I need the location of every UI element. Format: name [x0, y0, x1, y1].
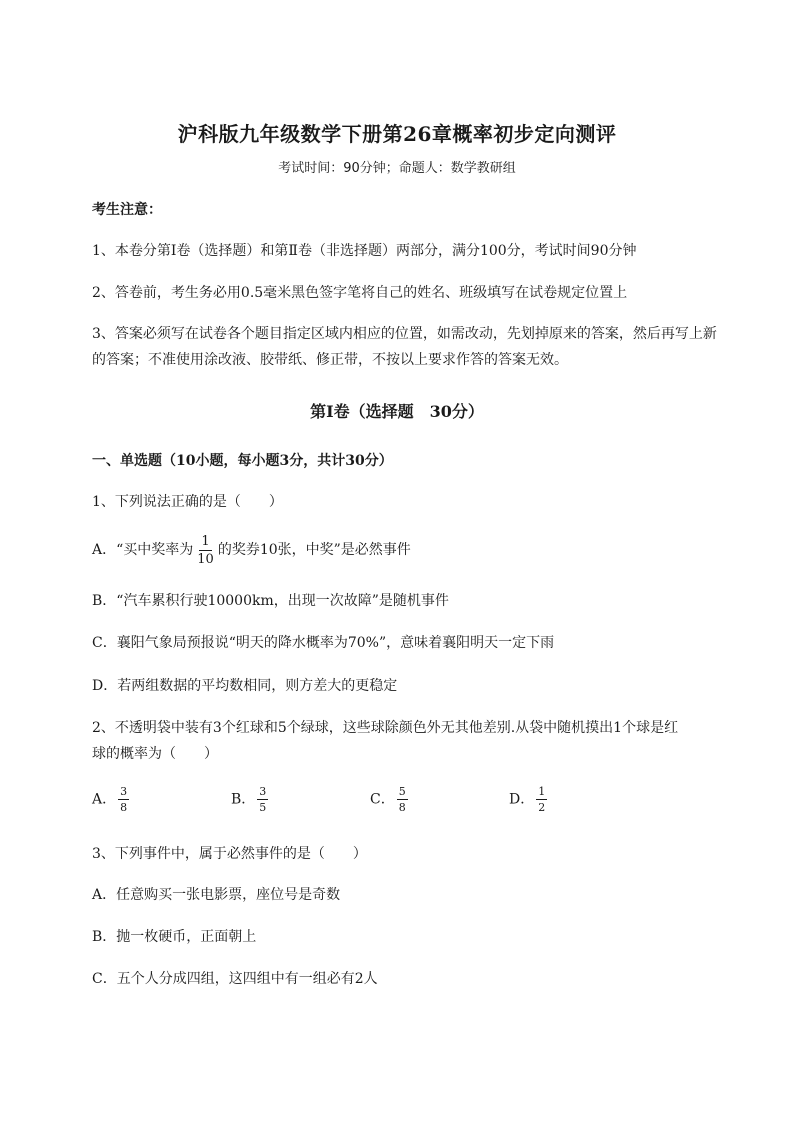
option-label: A． [92, 791, 117, 808]
fraction [536, 786, 547, 813]
fraction-denominator: 10 [197, 551, 214, 567]
fraction [118, 786, 129, 813]
notice-item-3-cont: 的答案；不准使用涂改液、胶带纸、修正带，不按以上要求作答的答案无效。 [92, 352, 568, 368]
notice-item-3: 3、答案必须写在试卷各个题目指定区域内相应的位置，如需改动，先划掉原来的答案，然后再写上新 [92, 326, 717, 342]
question-2-stem: 2、不透明袋中装有3个红球和5个绿球，这些球除颜色外无其他差别.从袋中随机摸出1个球是红 [92, 720, 679, 736]
section-title: 第I卷（选择题 30分） [310, 402, 484, 421]
fraction-one-tenth [195, 535, 216, 566]
fraction-numerator: 3 [120, 785, 128, 798]
question-1-option-b: B．“汽车累积行驶10000km，出现一次故障”是随机事件 [92, 593, 449, 609]
question-2-option-c [370, 786, 410, 813]
question-2-option-b [231, 786, 270, 813]
fraction-numerator: 1 [538, 785, 546, 798]
question-2-option-d [509, 786, 549, 813]
fraction-numerator: 3 [259, 785, 267, 798]
fraction-numerator: 1 [201, 533, 210, 549]
fraction-denominator: 5 [259, 801, 267, 814]
question-1-option-a [92, 530, 411, 570]
fraction [257, 786, 268, 813]
notice-item-2: 2、答卷前，考生务必用0.5毫米黑色签字笔将自己的姓名、班级填写在试卷规定位置上 [92, 285, 628, 301]
option-label: B． [231, 791, 256, 808]
fraction-numerator: 5 [398, 785, 406, 798]
fraction-denominator: 2 [538, 801, 546, 814]
option-label: D． [509, 791, 535, 808]
fraction [397, 786, 408, 813]
question-1-option-d: D．若两组数据的平均数相同，则方差大的更稳定 [92, 678, 398, 694]
notice-item-1: 1、本卷分第I卷（选择题）和第Ⅱ卷（非选择题）两部分，满分100分，考试时间90分钟 [92, 243, 637, 259]
option-a-prefix: A．“买中奖率为 [92, 542, 194, 558]
question-3-option-c: C．五个人分成四组，这四组中有一组必有2人 [92, 971, 378, 987]
notice-heading: 考生注意： [92, 202, 162, 218]
exam-info: 考试时间：90分钟；命题人：数学教研组 [278, 161, 516, 176]
question-3-stem: 3、下列事件中，属于必然事件的是（ ） [92, 846, 367, 862]
fraction-denominator: 8 [398, 801, 406, 814]
question-3-option-b: B．抛一枚硬币，正面朝上 [92, 929, 257, 945]
question-1-option-c: C．襄阳气象局预报说“明天的降水概率为70%”，意味着襄阳明天一定下雨 [92, 635, 555, 651]
question-2-option-a [92, 786, 131, 813]
fraction-denominator: 8 [120, 801, 128, 814]
option-a-suffix: 的奖券10张，中奖”是必然事件 [217, 542, 411, 558]
question-2-stem-cont: 球的概率为（ ） [92, 746, 218, 762]
question-3-option-a: A．任意购买一张电影票，座位号是奇数 [92, 887, 341, 903]
option-label: C． [370, 791, 395, 808]
part-heading: 一、单选题（10小题，每小题3分，共计30分） [92, 453, 393, 469]
page-title: 沪科版九年级数学下册第26章概率初步定向测评 [177, 122, 617, 146]
question-1-stem: 1、下列说法正确的是（ ） [92, 494, 283, 510]
